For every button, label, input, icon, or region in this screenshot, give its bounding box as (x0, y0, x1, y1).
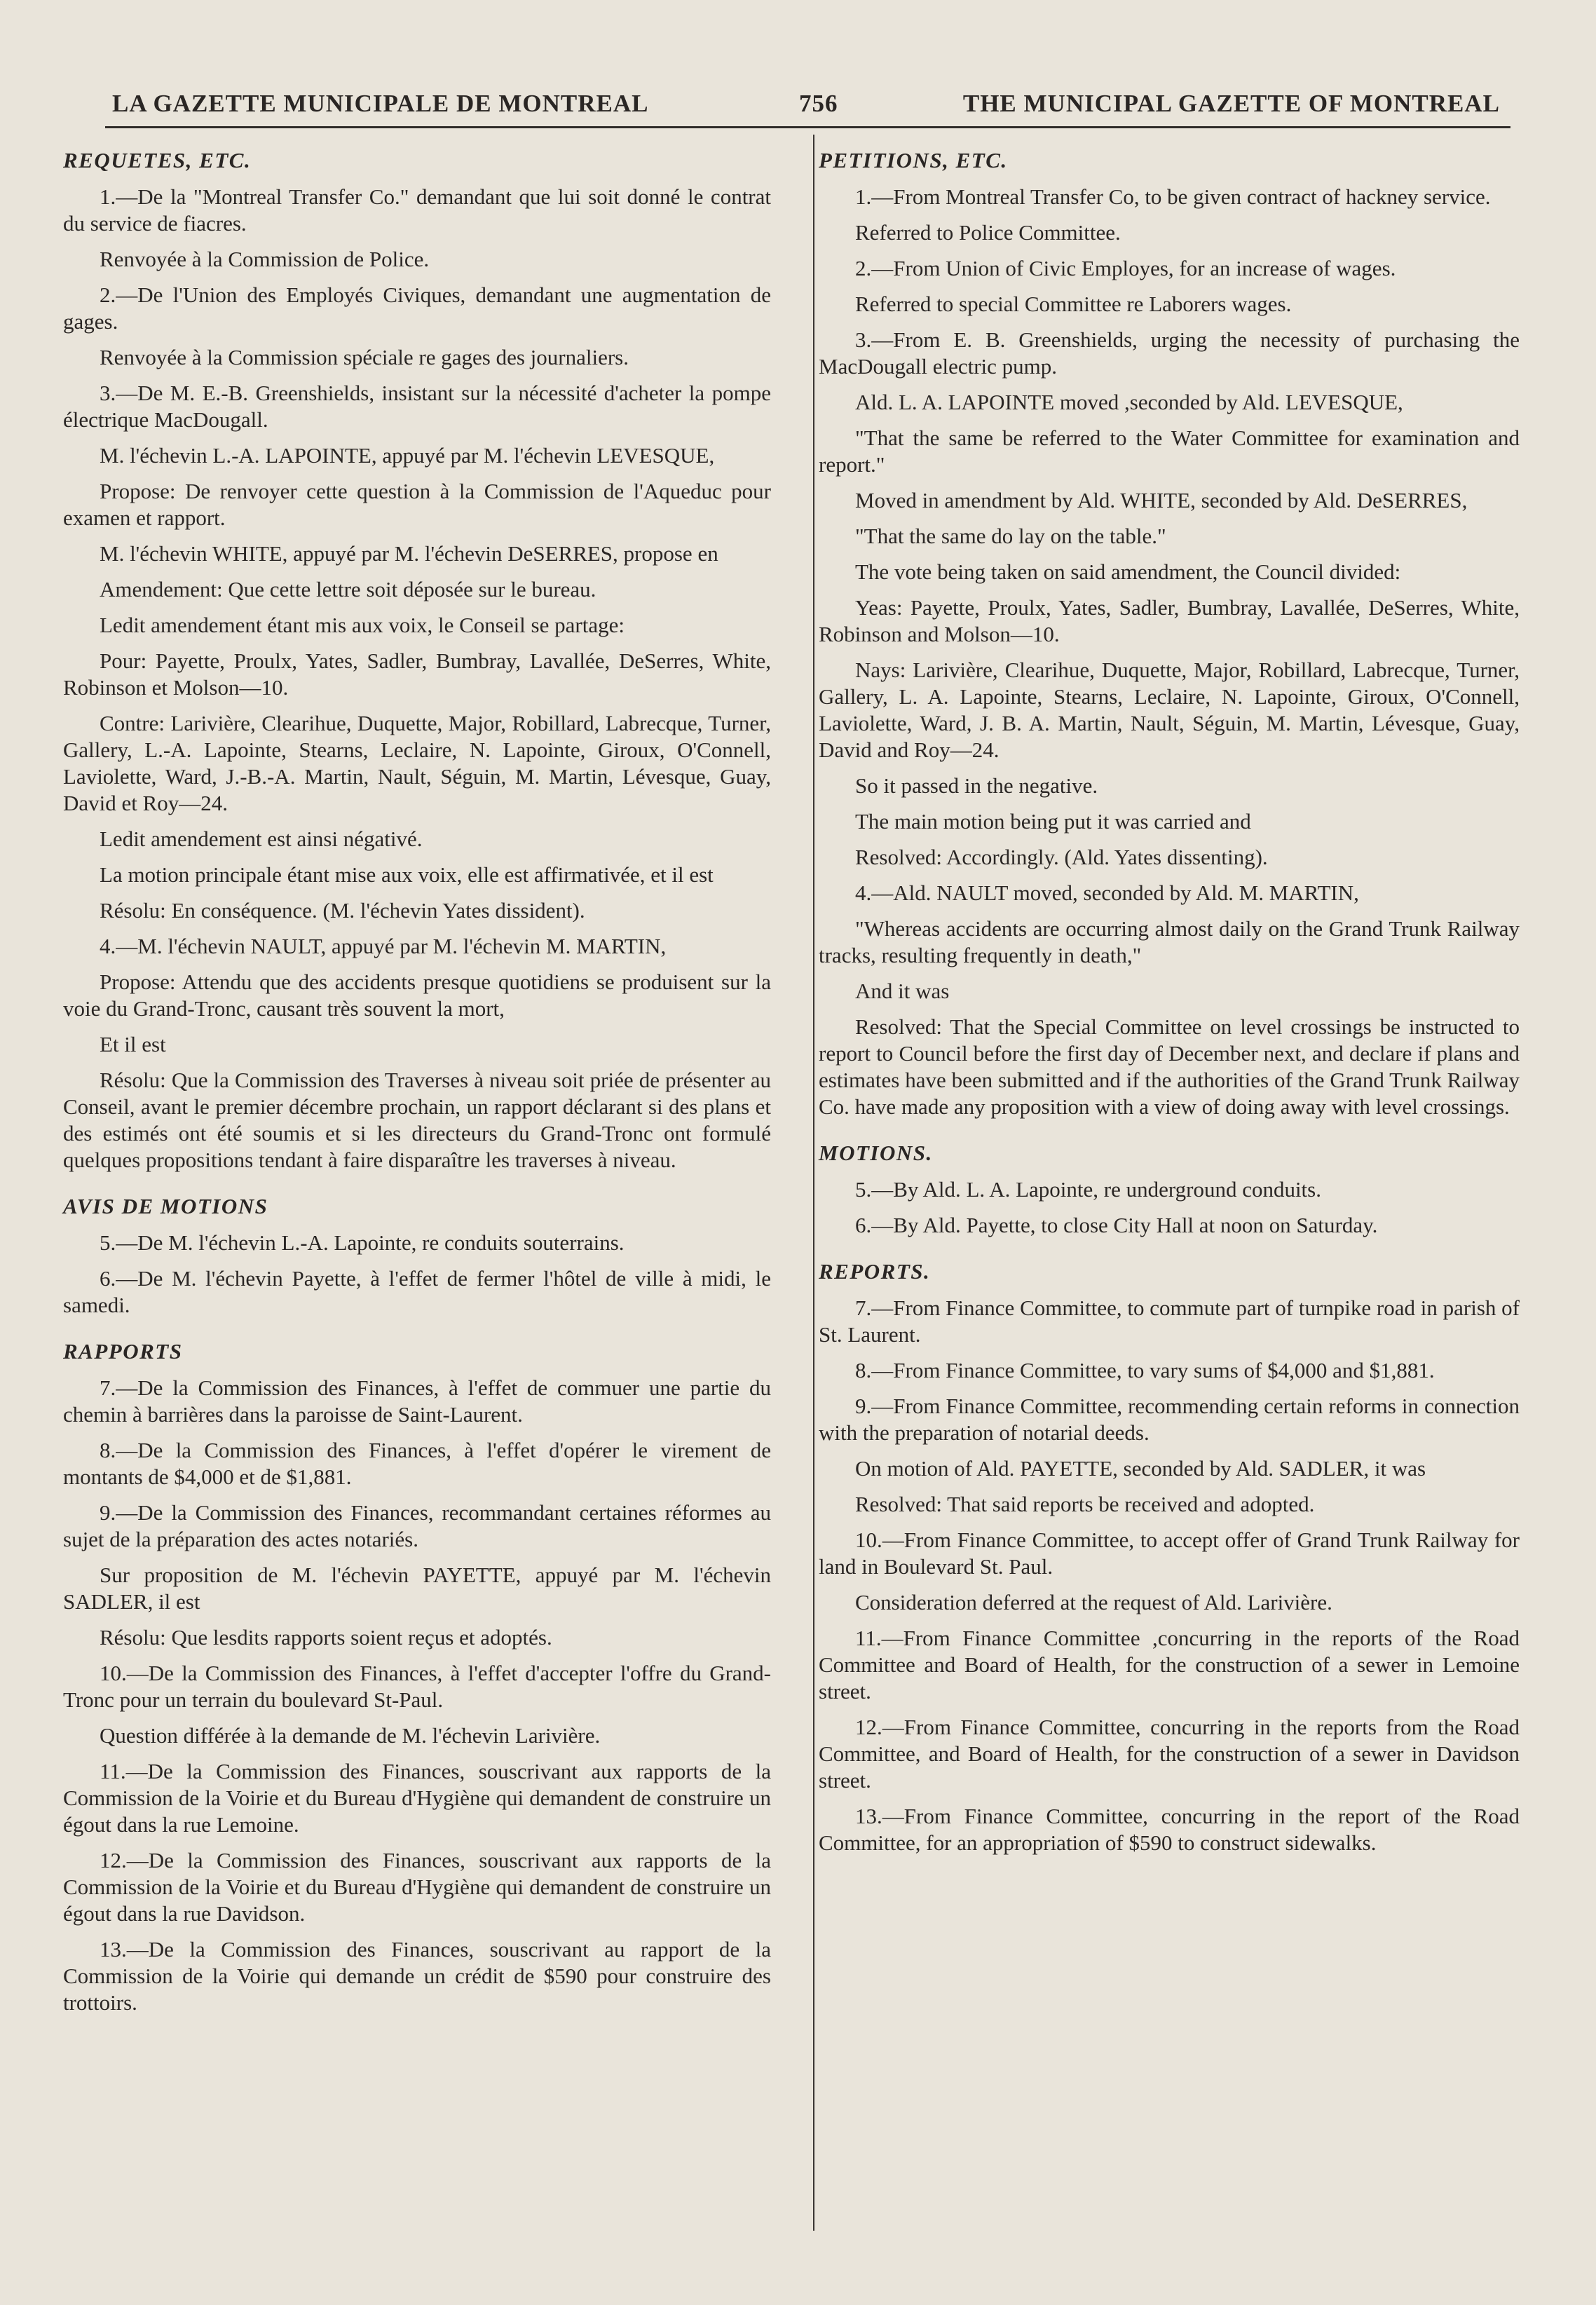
paragraph: 3.—From E. B. Greenshields, urging the necessity of purchasing the MacDougall electric pump. (819, 327, 1520, 379)
paragraph: 11.—De la Commission des Finances, souscrivant aux rapports de la Commission de la Voirie et du Bureau d'Hygiène qui demandent de construire un égout dans la rue Lemoine. (63, 1759, 771, 1837)
section-heading-rapports: RAPPORTS (63, 1339, 183, 1364)
paragraph: M. l'échevin L.-A. LAPOINTE, appuyé par M. l'échevin LEVESQUE, (100, 443, 715, 468)
paragraph: Referred to special Committee re Laborers wages. (855, 292, 1292, 316)
page-header (105, 83, 1500, 125)
paragraph: Contre: Larivière, Clearihue, Duquette, Major, Robillard, Labrecque, Turner, Gallery, L.-A. Lapointe, Stearns, Leclaire, N. Lapointe, Giroux, O'Connell, Laviolette, Ward, J.-B.-A. Martin, Nault, Séguin, M. Martin, Lévesque, Guay, David et Roy—24. (63, 711, 771, 815)
section-heading-reports: REPORTS. (819, 1259, 931, 1284)
paragraph: Resolved: Accordingly. (Ald. Yates dissenting). (855, 845, 1268, 869)
paragraph: Ledit amendement est ainsi négativé. (100, 827, 423, 851)
paragraph: 12.—From Finance Committee, concurring in the reports from the Road Committee, and Board of Health, for the construction of a sewer in Davidson street. (819, 1715, 1520, 1793)
section-heading-motions: MOTIONS. (819, 1141, 933, 1165)
paragraph: Nays: Larivière, Clearihue, Duquette, Major, Robillard, Labrecque, Turner, Gallery, L. A. Lapointe, Stearns, Leclaire, N. Lapointe, Giroux, O'Connell, Laviolette, Ward, J. B. A. Martin, Nault, Séguin, M. Martin, Lévesque, Guay, David and Roy—24. (819, 658, 1520, 762)
paragraph: Résolu: En conséquence. (M. l'échevin Yates dissident). (100, 898, 585, 923)
paragraph: Referred to Police Committee. (855, 220, 1121, 245)
paragraph: 2.—De l'Union des Employés Civiques, demandant une augmentation de gages. (63, 283, 771, 334)
paragraph: 13.—De la Commission des Finances, souscrivant au rapport de la Commission de la Voirie qui demande un crédit de $590 pour construire des trottoirs. (63, 1937, 771, 2015)
paragraph: 9.—From Finance Committee, recommending certain reforms in connection with the preparation of notarial deeds. (819, 1394, 1520, 1445)
paragraph: 4.—M. l'échevin NAULT, appuyé par M. l'échevin M. MARTIN, (100, 934, 667, 958)
paragraph: M. l'échevin WHITE, appuyé par M. l'échevin DeSERRES, propose en (100, 541, 718, 566)
paragraph: Resolved: That said reports be received and adopted. (855, 1492, 1315, 1516)
paragraph: Et il est (100, 1032, 166, 1056)
paragraph: Renvoyée à la Commission de Police. (100, 247, 430, 271)
section-heading-petitions: PETITIONS, ETC. (819, 148, 1008, 172)
paragraph: 3.—De M. E.-B. Greenshields, insistant sur la nécessité d'acheter la pompe électrique MacDougall. (63, 381, 771, 432)
paragraph: 9.—De la Commission des Finances, recommandant certaines réformes au sujet de la préparation des actes notariés. (63, 1500, 771, 1551)
paragraph: The vote being taken on said amendment, the Council divided: (855, 559, 1401, 584)
header-title-french: LA GAZETTE MUNICIPALE DE MONTREAL (112, 90, 649, 117)
section-heading-requetes: REQUETES, ETC. (63, 148, 252, 172)
paragraph: So it passed in the negative. (855, 773, 1098, 798)
paragraph: 10.—From Finance Committee, to accept offer of Grand Trunk Railway for land in Boulevard St. Paul. (819, 1528, 1520, 1579)
paragraph: 1.—De la "Montreal Transfer Co." demandant que lui soit donné le contrat du service de fiacres. (63, 184, 771, 236)
paragraph: Propose: De renvoyer cette question à la Commission de l'Aqueduc pour examen et rapport. (63, 479, 771, 530)
paragraph: 6.—By Ald. Payette, to close City Hall at noon on Saturday. (855, 1213, 1378, 1237)
paragraph: The main motion being put it was carried and (855, 809, 1251, 834)
paragraph: 12.—De la Commission des Finances, souscrivant aux rapports de la Commission de la Voirie et du Bureau d'Hygiène qui demandent de construire un égout dans la rue Davidson. (63, 1848, 771, 1926)
paragraph: 5.—By Ald. L. A. Lapointe, re underground conduits. (855, 1177, 1321, 1202)
paragraph: 6.—De M. l'échevin Payette, à l'effet de fermer l'hôtel de ville à midi, le samedi. (63, 1266, 771, 1317)
paragraph: 1.—From Montreal Transfer Co, to be given contract of hackney service. (855, 184, 1491, 209)
paragraph: Ledit amendement étant mis aux voix, le Conseil se partage: (100, 613, 625, 637)
paragraph: 5.—De M. l'échevin L.-A. Lapointe, re conduits souterrains. (100, 1230, 625, 1255)
paragraph: 2.—From Union of Civic Employes, for an increase of wages. (855, 256, 1396, 280)
header-rule (105, 126, 1510, 128)
paragraph: "That the same do lay on the table." (855, 524, 1166, 548)
paragraph: 4.—Ald. NAULT moved, seconded by Ald. M. MARTIN, (855, 880, 1359, 905)
section-heading-avis: AVIS DE MOTIONS (63, 1194, 268, 1218)
paragraph: 13.—From Finance Committee, concurring in the report of the Road Committee, for an appropriation of $590 to construct sidewalks. (819, 1804, 1520, 1855)
paragraph: Consideration deferred at the request of Ald. Larivière. (855, 1590, 1332, 1614)
paragraph: Amendement: Que cette lettre soit déposée sur le bureau. (100, 577, 596, 601)
paragraph: Yeas: Payette, Proulx, Yates, Sadler, Bumbray, Lavallée, DeSerres, White, Robinson and Molson—10. (819, 595, 1520, 646)
column-divider (813, 135, 814, 2231)
paragraph: Sur proposition de M. l'échevin PAYETTE, appuyé par M. l'échevin SADLER, il est (63, 1563, 771, 1614)
french-column (63, 147, 771, 2025)
paragraph: La motion principale étant mise aux voix, elle est affirmativée, et il est (100, 862, 714, 887)
paragraph: 8.—From Finance Committee, to vary sums of $4,000 and $1,881. (855, 1358, 1435, 1382)
header-title-english: THE MUNICIPAL GAZETTE OF MONTREAL (962, 90, 1500, 117)
page-number: 756 (799, 90, 838, 117)
paragraph: And it was (855, 979, 950, 1003)
paragraph: Renvoyée à la Commission spéciale re gages des journaliers. (100, 345, 629, 369)
english-column (819, 147, 1520, 1865)
paragraph: 7.—From Finance Committee, to commute part of turnpike road in parish of St. Laurent. (819, 1296, 1520, 1347)
paragraph: Ald. L. A. LAPOINTE moved ,seconded by Ald. LEVESQUE, (855, 390, 1403, 414)
paragraph: 7.—De la Commission des Finances, à l'effet de commuer une partie du chemin à barrières dans la paroisse de Saint-Laurent. (63, 1375, 771, 1427)
paragraph: Pour: Payette, Proulx, Yates, Sadler, Bumbray, Lavallée, DeSerres, White, Robinson et Molson—10. (63, 648, 771, 700)
paragraph: 11.—From Finance Committee ,concurring in the reports of the Road Committee and Board of Health, for the construction of a sewer in Lemoine street. (819, 1626, 1520, 1704)
paragraph: 8.—De la Commission des Finances, à l'effet d'opérer le virement de montants de $4,000 et de $1,881. (63, 1438, 771, 1489)
paragraph: "Whereas accidents are occurring almost daily on the Grand Trunk Railway tracks, resulting frequently in death," (819, 916, 1520, 967)
paragraph: Propose: Attendu que des accidents presque quotidiens se produisent sur la voie du Grand-Tronc, causant très souvent la mort, (63, 970, 771, 1021)
paragraph: Moved in amendment by Ald. WHITE, seconded by Ald. DeSERRES, (855, 488, 1468, 512)
paragraph: "That the same be referred to the Water Committee for examination and report." (819, 426, 1520, 477)
paragraph: On motion of Ald. PAYETTE, seconded by Ald. SADLER, it was (855, 1456, 1426, 1481)
paragraph: Résolu: Que lesdits rapports soient reçus et adoptés. (100, 1625, 552, 1650)
paragraph: Question différée à la demande de M. l'échevin Larivière. (100, 1723, 601, 1748)
paragraph: 10.—De la Commission des Finances, à l'effet d'accepter l'offre du Grand-Tronc pour un terrain du boulevard St-Paul. (63, 1661, 771, 1712)
paragraph: Resolved: That the Special Committee on level crossings be instructed to report to Council before the first day of December next, and declare if plans and estimates have been submitted and if the authorities of the Grand Trunk Railway Co. have made any proposition with a view of doing away with level crossings. (819, 1014, 1520, 1119)
paragraph: Résolu: Que la Commission des Traverses à niveau soit priée de présenter au Conseil, avant le premier décembre prochain, un rapport déclarant si des plans et des estimés ont été soumis et si les directeurs du Grand-Tronc ont formulé quelques propositions tendant à faire disparaître les traverses à niveau. (63, 1068, 771, 1172)
